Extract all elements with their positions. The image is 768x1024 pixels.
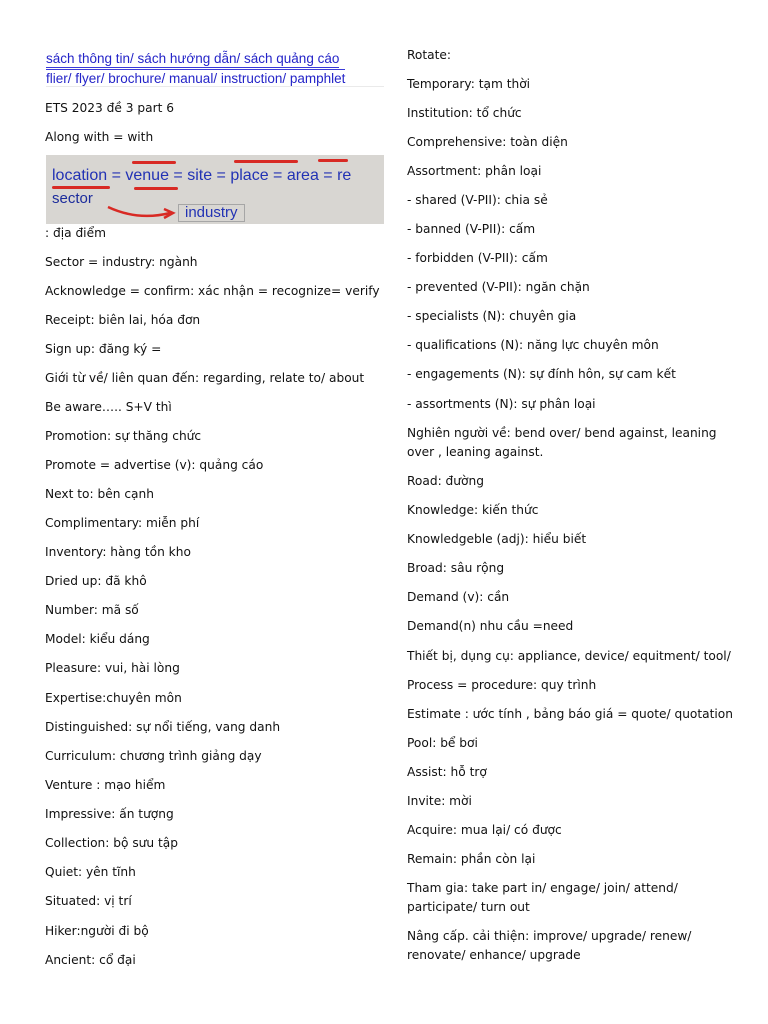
list-item: Temporary: tạm thời — [407, 77, 531, 91]
list-item: Institution: tổ chức — [407, 106, 522, 120]
list-item: Process = procedure: quy trình — [407, 678, 597, 692]
list-item: Situated: vị trí — [45, 894, 132, 908]
list-item: Demand(n) nhu cầu =need — [407, 619, 574, 633]
list-item: Pleasure: vui, hài lòng — [45, 661, 180, 675]
list-item: Nâng cấp. cải thiện: improve/ upgrade/ renew/ renovate/ enhance/ upgrade — [407, 929, 692, 962]
list-item: Sign up: đăng ký = — [45, 342, 162, 356]
list-item: Assist: hỗ trợ — [407, 765, 487, 779]
list-item: Pool: bể bơi — [407, 736, 478, 750]
vocabulary-image-location — [46, 155, 384, 224]
list-item: Knowledgeble (adj): hiểu biết — [407, 532, 587, 546]
list-item: Nghiên người về: bend over/ bend against, leaning over , leaning against. — [407, 426, 717, 459]
list-item: Receipt: biên lai, hóa đơn — [45, 313, 201, 327]
image-text-line: flier/ flyer/ brochure/ manual/ instruction/ pamphlet — [46, 71, 346, 86]
list-item: Assortment: phân loại — [407, 164, 542, 178]
list-item: - qualifications (N): năng lực chuyên môn — [407, 338, 659, 352]
list-item: Impressive: ấn tượng — [45, 807, 174, 821]
list-item: - shared (V-PII): chia sẻ — [407, 193, 548, 207]
list-item: Invite: mời — [407, 794, 472, 808]
list-item: Estimate : ước tính , bảng báo giá = quote/ quotation — [407, 707, 733, 721]
list-item: Road: đường — [407, 474, 484, 488]
list-item: Model: kiểu dáng — [45, 632, 150, 646]
list-item: Complimentary: miễn phí — [45, 516, 200, 530]
list-item: Inventory: hàng tồn kho — [45, 545, 191, 559]
list-item: Knowledge: kiến thức — [407, 503, 539, 517]
list-item: Hiker:người đi bộ — [45, 924, 149, 938]
list-item: Comprehensive: toàn diện — [407, 135, 568, 149]
list-item: Rotate: — [407, 48, 452, 62]
list-item: Along with = with — [45, 130, 154, 144]
image-text-line: industry — [178, 204, 245, 222]
list-item: ETS 2023 đề 3 part 6 — [45, 101, 175, 115]
vocabulary-image-booklets — [46, 48, 384, 87]
list-item: Next to: bên cạnh — [45, 487, 154, 501]
list-item: Giới từ về/ liên quan đến: regarding, relate to/ about — [45, 371, 365, 385]
list-item: Remain: phần còn lại — [407, 852, 536, 866]
list-item: Demand (v): cần — [407, 590, 510, 604]
list-item: Sector = industry: ngành — [45, 255, 198, 269]
list-item: Quiet: yên tĩnh — [45, 865, 136, 879]
list-item: Ancient: cổ đại — [45, 953, 136, 967]
image-text-line: sách thông tin/ sách hướng dẫn/ sách quảng cáo — [46, 51, 340, 66]
list-item: - banned (V-PII): cấm — [407, 222, 536, 236]
list-item: Number: mã số — [45, 603, 139, 617]
list-item: Venture : mạo hiểm — [45, 778, 166, 792]
list-item: - engagements (N): sự đính hôn, sự cam kết — [407, 367, 676, 381]
list-item: Broad: sâu rộng — [407, 561, 505, 575]
list-item: Dried up: đã khô — [45, 574, 147, 588]
list-item: Curriculum: chương trình giảng dạy — [45, 749, 262, 763]
list-item: - forbidden (V-PII): cấm — [407, 251, 548, 265]
list-item: - specialists (N): chuyên gia — [407, 309, 577, 323]
list-item: : địa điểm — [45, 226, 106, 240]
list-item: Tham gia: take part in/ engage/ join/ attend/ participate/ turn out — [407, 881, 678, 914]
list-item: Promotion: sự thăng chức — [45, 429, 202, 443]
list-item: - assortments (N): sự phân loại — [407, 397, 596, 411]
list-item: Be aware….. S+V thì — [45, 400, 172, 414]
list-item: Promote = advertise (v): quảng cáo — [45, 458, 264, 472]
list-item: Acquire: mua lại/ có được — [407, 823, 562, 837]
list-item: Expertise:chuyên môn — [45, 691, 182, 705]
image-text-line: location = venue = site = place = area = re — [52, 167, 352, 184]
list-item: Thiết bị, dụng cụ: appliance, device/ equitment/ tool/ — [407, 649, 731, 663]
image-text-line: sector — [52, 190, 93, 207]
list-item: Distinguished: sự nổi tiếng, vang danh — [45, 720, 281, 734]
list-item: Acknowledge = confirm: xác nhận = recognize= verify — [45, 284, 380, 298]
list-item: - prevented (V-PII): ngăn chặn — [407, 280, 590, 294]
list-item: Collection: bộ sưu tập — [45, 836, 178, 850]
